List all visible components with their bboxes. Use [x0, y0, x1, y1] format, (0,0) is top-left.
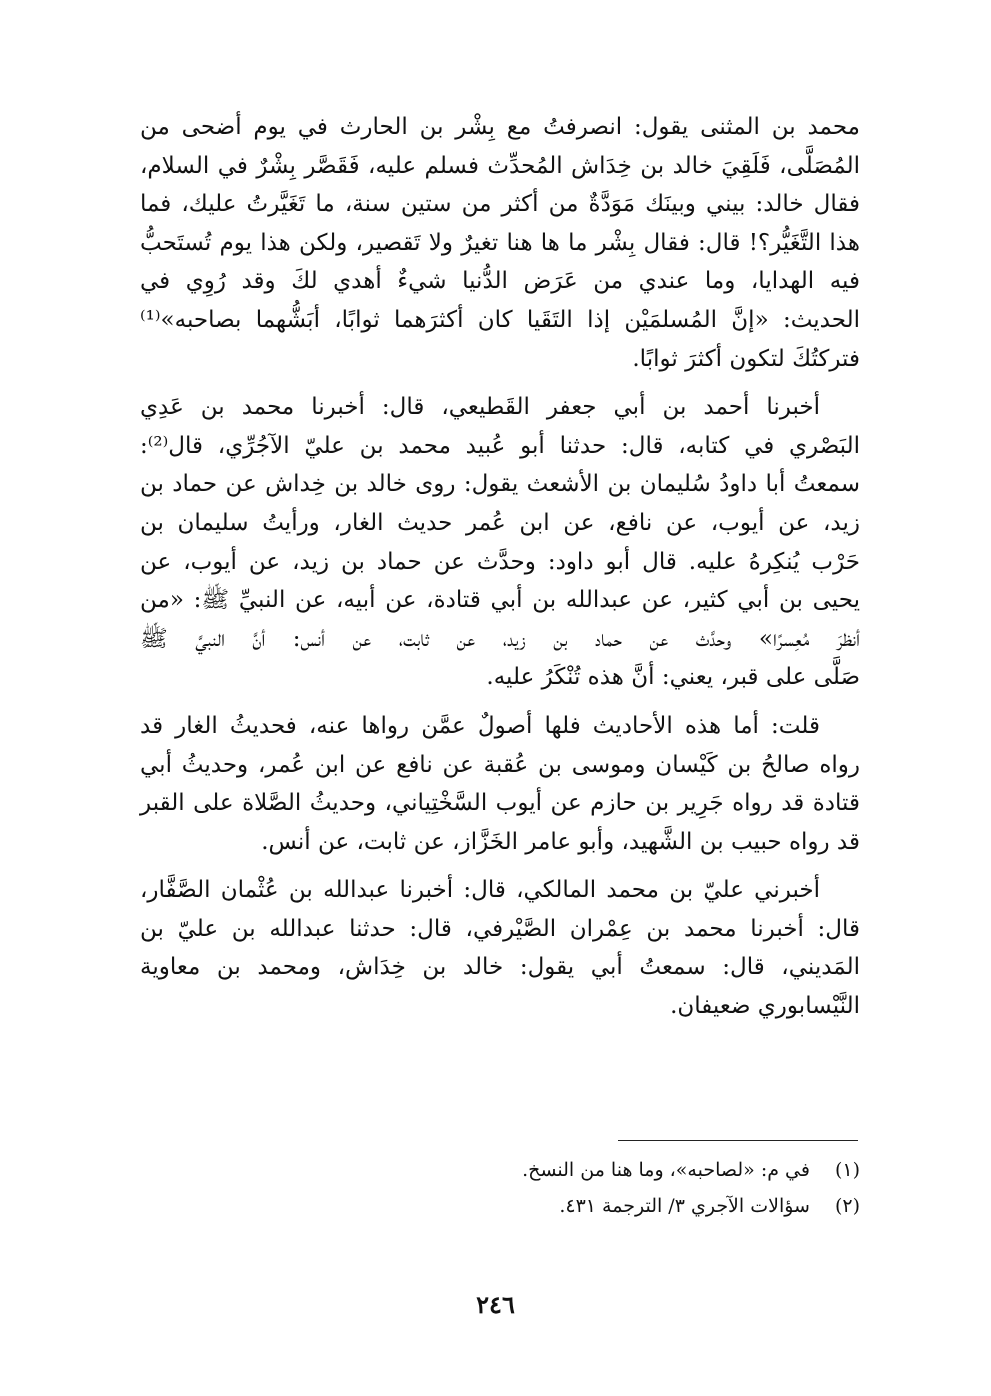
text-line: المُصَلَّى، فَلَقِيَ خالد بن خِدَاش المُحدِّث فسلم عليه، فَقَصَّر بِشْرٌ في السلام،	[140, 152, 860, 179]
text-line: حَرْب يُنكِرهُ عليه. قال أبو داود: وحدَّث عن حماد بن زيد، عن أيوب، عن	[140, 548, 860, 575]
text-line: قال: أخبرنا محمد بن عِمْران الصَّيْرفي، قال: حدثنا عبدالله بن عليّ بن	[140, 915, 860, 942]
text-line: أخبرنا أحمد بن أبي جعفر القَطيعي، قال: أخبرنا محمد بن عَدِي	[140, 394, 820, 421]
text-line: البَصْري في كتابه، قال: حدثنا أبو عُبيد محمد بن عليّ الآجُرِّي، قال⁽²⁾:	[140, 432, 860, 459]
text-line: فيه الهدايا، وما عندي من عَرَض الدُّنيا شيءٌ أهدي لكَ وقد رُوِي في	[140, 268, 860, 295]
footnote-number: (٢)	[834, 1195, 860, 1217]
text-line: فقال خالد: بيني وبينَك مَوَدَّةٌ من أكثر من ستين سنة، ما تَغَيَّرتُ عليك، فما	[140, 191, 860, 218]
text-line: صَلَّى على قبر، يعني: أنَّ هذه تُنْكَرُ عليه.	[486, 664, 860, 691]
footnote-1	[140, 1152, 860, 1188]
footnote-divider	[618, 1140, 858, 1141]
text-line: المَديني، قال: سمعتُ أبي يقول: خالد بن خِدَاش، ومحمد بن معاوية	[140, 954, 860, 981]
footnote-text: في م: «لصاحبه»، وما هنا من النسخ.	[522, 1159, 810, 1181]
text-line: سمعتُ أبا داودُ سُليمان بن الأشعث يقول: روى خالد بن خِداش عن حماد بن	[140, 471, 860, 498]
footnotes	[140, 1152, 860, 1224]
text-line: رواه صالحُ بن كَيْسان وموسى بن عُقبة عن نافع عن ابن عُمر، وحديثُ أبي	[140, 751, 860, 778]
paragraph-2	[140, 388, 860, 697]
text-line: قلت: أما هذه الأحاديث فلها أصولٌ عمَّن رواها عنه، فحديثُ الغار قد	[140, 712, 820, 739]
text-line: النَّيْسابوري ضعيفان.	[670, 993, 860, 1020]
footnote-text: سؤالات الآجري ٣/ الترجمة ٤٣١.	[559, 1195, 810, 1217]
paragraph-1	[140, 108, 860, 378]
page-number: ٢٤٦	[476, 1290, 515, 1319]
text-line: فتركتُكَ لتكون أكثرَ ثوابًا.	[632, 345, 860, 372]
text-line: قتادة قد رواه جَرِير بن حازم عن أيوب السَّخْتِياني، وحديثُ الصَّلاة على القبر	[140, 790, 860, 817]
text-line: أخبرني عليّ بن محمد المالكي، قال: أخبرنا عبدالله بن عُثْمان الصَّفَّار،	[140, 877, 820, 904]
text-line: الحديث: «إنَّ المُسلمَيْن إذا التَقَيا كان أكثرَهما ثوابًا، أبَشُّهما بصاحبه»⁽¹⁾	[140, 306, 860, 333]
text-line: قد رواه حبيب بن الشَّهيد، وأبو عامر الخَزَّاز، عن ثابت، عن أنس.	[261, 828, 860, 855]
paragraph-4	[140, 871, 860, 1025]
text-line: زيد، عن أيوب، عن نافع، عن ابن عُمر حديث الغار، ورأيتُ سليمان بن	[140, 509, 860, 536]
text-line: محمد بن المثنى يقول: انصرفتُ مع بِشْر بن الحارث في يوم أضحى من	[140, 114, 860, 140]
paragraph-3	[140, 707, 860, 861]
main-text	[140, 108, 860, 1036]
footnote-2	[140, 1188, 860, 1224]
text-line: أنظرَ مُعِسرًا» وحدَّث عن حماد بن زيد، عن ثابت، عن أنس: أنَّ النبيَّ ﷺ	[140, 625, 860, 652]
text-line: هذا التَّغَيُّر؟! قال: فقال بِشْر ما ها هنا تغيرٌ ولا تَقصير، ولكن هذا يوم تُستَحبُّ	[140, 229, 860, 256]
text-line: يحيى بن أبي كثير، عن عبدالله بن أبي قتادة، عن أبيه، عن النبيِّ ﷺ: «من	[140, 587, 860, 614]
footnote-number: (١)	[834, 1159, 860, 1181]
